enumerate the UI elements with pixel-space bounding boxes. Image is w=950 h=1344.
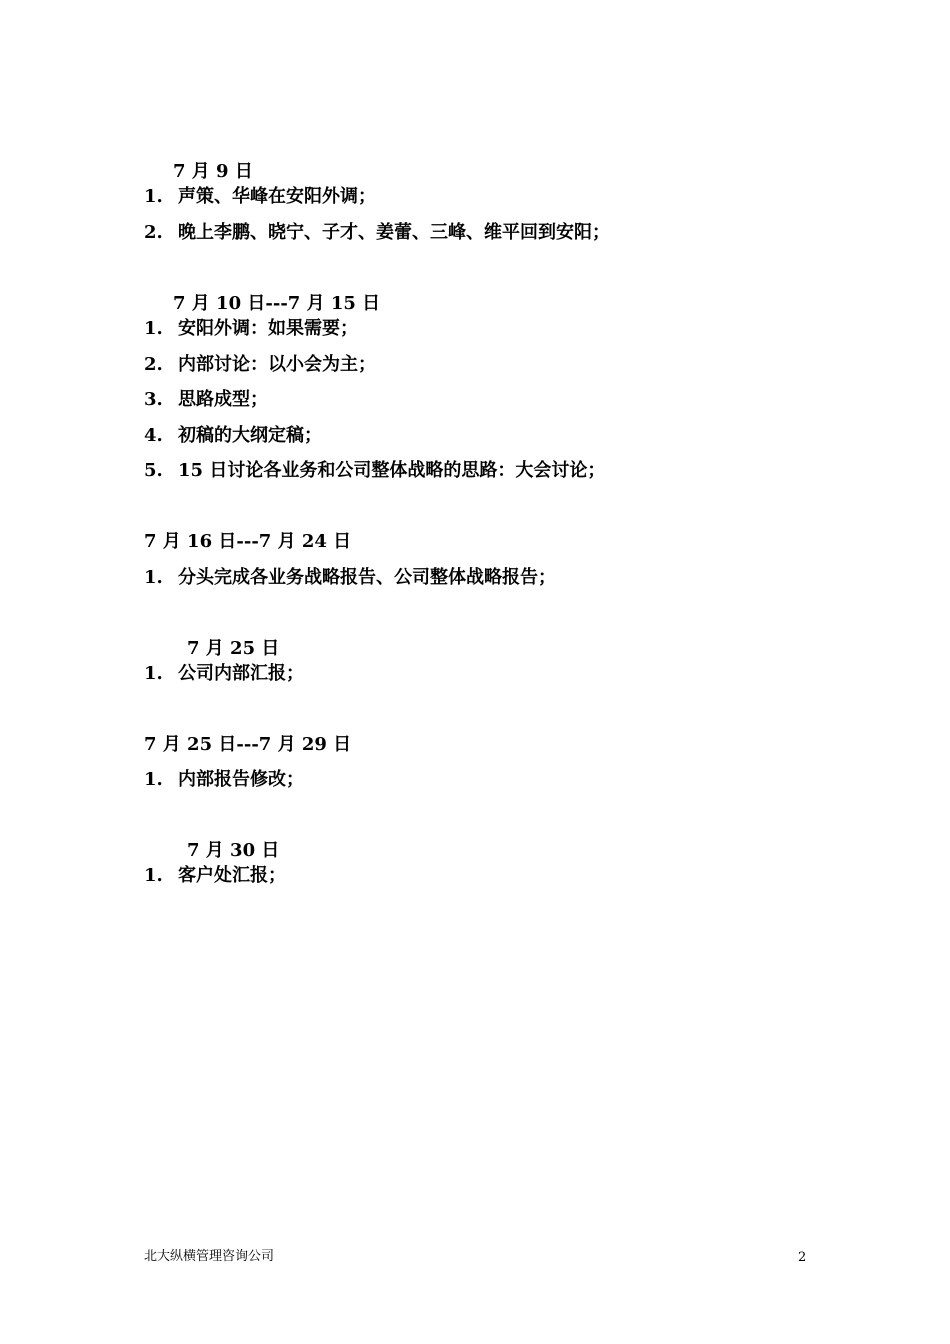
list-item [144, 389, 268, 411]
list-number: 1. [144, 318, 163, 339]
list-number: 1. [144, 663, 163, 684]
list-number: 4. [144, 425, 163, 446]
list-number: 5. [144, 460, 163, 481]
list-item [144, 769, 304, 791]
list-number: 1. [144, 186, 163, 207]
list-number: 1. [144, 769, 163, 790]
list-number: 3. [144, 389, 163, 410]
list-number: 1. [144, 567, 163, 588]
list-item [144, 222, 610, 244]
list-item [144, 425, 322, 447]
list-item [144, 460, 605, 482]
list-item [144, 318, 358, 340]
list-text: 分头完成各业务战略报告、公司整体战略报告； [178, 567, 556, 588]
list-text: 15 日讨论各业务和公司整体战略的思路：大会讨论； [178, 460, 606, 481]
list-number: 2. [144, 354, 163, 375]
section-heading: 7 月 25 日---7 月 29 日 [144, 734, 352, 755]
list-item [144, 865, 286, 887]
list-text: 声策、华峰在安阳外调； [178, 186, 376, 207]
section-heading: 7 月 30 日 [187, 840, 280, 861]
list-number: 2. [144, 222, 163, 243]
list-item [144, 663, 304, 685]
list-text: 晚上李鹏、晓宁、子才、姜蕾、三峰、维平回到安阳； [178, 222, 610, 243]
list-text: 初稿的大纲定稿； [178, 425, 322, 446]
list-text: 安阳外调：如果需要； [178, 318, 358, 339]
list-text: 公司内部汇报； [178, 663, 304, 684]
list-item [144, 186, 376, 208]
list-text: 内部讨论：以小会为主； [178, 354, 376, 375]
list-text: 思路成型； [178, 389, 268, 410]
list-text: 内部报告修改； [178, 769, 304, 790]
list-text: 客户处汇报； [178, 865, 286, 886]
section-heading: 7 月 16 日---7 月 24 日 [144, 531, 352, 552]
list-number: 1. [144, 865, 163, 886]
section-heading: 7 月 9 日 [173, 161, 253, 182]
section-heading: 7 月 25 日 [187, 638, 280, 659]
footer-company: 北大纵横管理咨询公司 [144, 1249, 275, 1264]
section-heading: 7 月 10 日---7 月 15 日 [173, 293, 381, 314]
list-item [144, 567, 556, 589]
page-number: 2 [798, 1250, 807, 1265]
list-item [144, 354, 376, 376]
